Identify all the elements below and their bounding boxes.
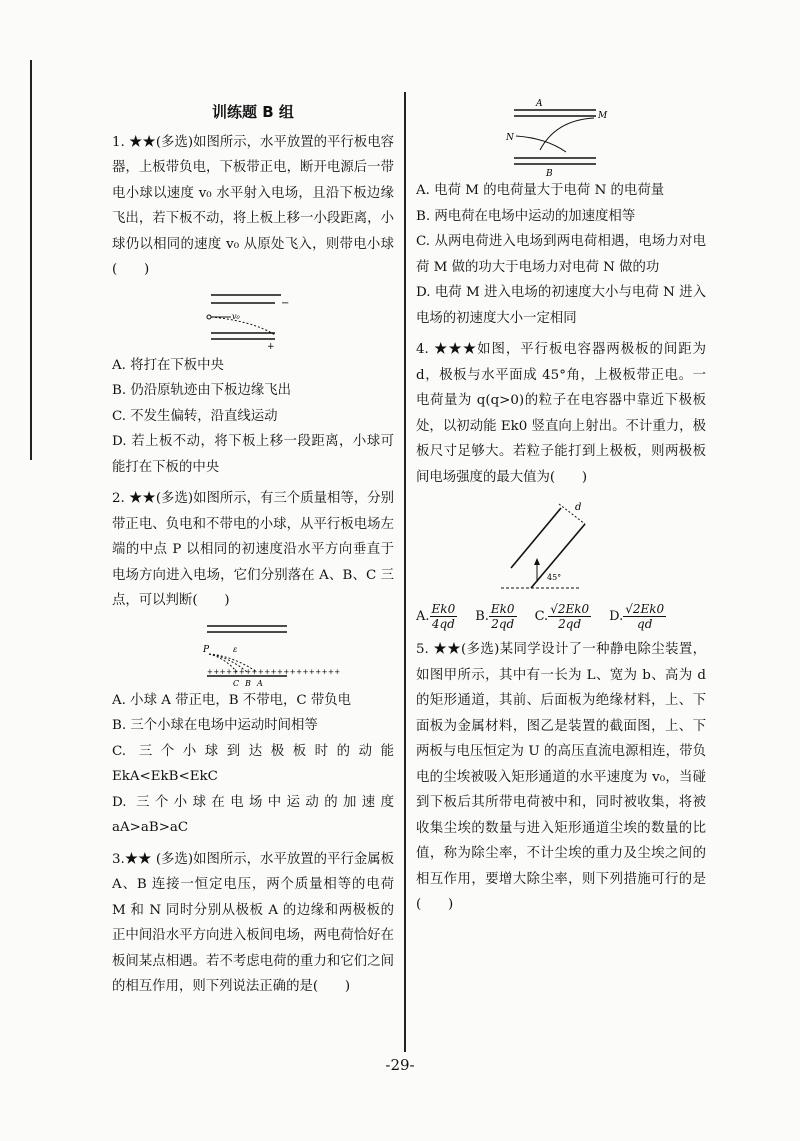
q3-option-d: D. 电荷 M 进入电场的初速度大小与电荷 N 进入电场的初速度大小一定相同 xyxy=(416,285,706,326)
q4-option-d: D. $\frac{√2Ek0}{qd}$ xyxy=(609,602,665,631)
q2-option-c: C. 三个小球到达极板时的动能 EkA<EkB<EkC xyxy=(112,743,394,784)
q2-eps-label: ε xyxy=(233,644,238,654)
q4-angle-label: 45° xyxy=(547,573,562,582)
q1-figure xyxy=(203,289,303,353)
q1-v0-label: v₀ xyxy=(232,311,240,321)
q3-option-c: C. 从两电荷进入电场到两电荷相遇，电场力对电荷 M 做的功大于电场力对电荷 N 做的功 xyxy=(416,234,706,275)
q3-charge-m: M xyxy=(598,111,608,121)
left-binding-line xyxy=(30,60,32,460)
svg-text:+++++++++++++++++++++: +++++++++++++++++++++ xyxy=(207,667,341,676)
q3-plate-a: A xyxy=(536,99,543,109)
q3-charge-n: N xyxy=(506,133,514,143)
q1-plus-label: + xyxy=(267,341,275,352)
q1-option-c: C. 不发生偏转，沿直线运动 xyxy=(112,408,278,424)
question-4-text: 4. ★★★如图，平行板电容器两极板的间距为 d，极板与水平面成 45°角，上极板带正电。一电荷量为 q(q>0)的粒子在电容器中靠近下极板处，以初动能 Ek0 竖直向上射出。不计重力，极板尺寸足够大。若粒子能打到上极板，则两极板间电场强度的最大值为( ) xyxy=(416,342,706,485)
q2-option-d: D. 三个小球在电场中运动的加速度 aA>aB>aC xyxy=(112,794,394,835)
question-3-text: 3.★★ (多选)如图所示，水平放置的平行金属板 A、B 连接一恒定电压，两个质量相等的电荷 M 和 N 同时分别从极板 A 的边缘和两极板的正中间沿水平方向进入板间电场，两电荷恰好在板间某点相遇。若不考虑电荷的重力和它们之间的相互作用，则下列说法正确的是( ) xyxy=(112,851,394,994)
q3-option-b: B. 两电荷在电场中运动的加速度相等 xyxy=(416,208,636,224)
question-2-text: 2. ★★(多选)如图所示，有三个质量相等，分别带正电、负电和不带电的小球，从平行板电场左端的中点 P 以相同的初速度沿水平方向垂直于电场方向进入电场，它们分别落在 A、B、C 三点，可以判断( ) xyxy=(112,491,394,608)
q2-point-b: B xyxy=(245,678,251,688)
q1-option-d: D. 若上板不动，将下板上移一段距离，小球可能打在下板的中央 xyxy=(112,434,394,475)
svg-text:−: − xyxy=(281,297,290,309)
q2-point-c: C xyxy=(233,678,240,688)
left-column xyxy=(112,100,394,1000)
q2-option-b: B. 三个小球在电场中运动时间相等 xyxy=(112,718,318,733)
q4-option-b: B. $\frac{Ek0}{2qd}$ xyxy=(475,602,515,631)
q2-point-p: P xyxy=(203,644,210,655)
q2-figure xyxy=(203,622,341,688)
q3-plate-b: B xyxy=(546,169,553,179)
q3-option-a: A. 电荷 M 的电荷量大于电荷 N 的电荷量 xyxy=(416,183,665,198)
question-1-text: 1. ★★(多选)如图所示，水平放置的平行板电容器，上板带负电，下板带正电，断开电源后一带电小球以速度 v₀ 水平射入电场，且沿下板边缘飞出，若下板不动，将上板上移一小段距离，小球仍以相同的速度 v₀ 从原处飞入，则带电小球( ) xyxy=(112,134,394,277)
q2-point-a: A xyxy=(257,678,263,688)
q3-figure xyxy=(506,96,616,178)
q1-option-b: B. 仍沿原轨迹由下板边缘飞出 xyxy=(112,383,292,398)
section-heading: 训练题 B 组 xyxy=(212,103,294,121)
q4-figure xyxy=(501,496,621,596)
q4-option-c: C. $\frac{√2Ek0}{2qd}$ xyxy=(534,602,590,631)
column-divider xyxy=(404,92,406,1052)
question-5-text: 5. ★★(多选)某同学设计了一种静电除尘装置，如图甲所示，其中有一长为 L、宽为 b、高为 d 的矩形通道，其前、后面板为绝缘材料，上、下面板为金属材料，图乙是装置的截面图，上、下两板与电压恒定为 U 的高压直流电源相连，带负电的尘埃被吸入矩形通道的水平速度为 v₀，当碰到下板后其所带电荷被中和，同时被收集，将被收集尘埃的数量与进入矩形通道尘埃的数量的比值，称为除尘率，不计尘埃的重力及尘埃之间的相互作用，要增大除尘率，则下列措施可行的是( ) xyxy=(416,642,706,912)
q2-option-a: A. 小球 A 带正电，B 不带电，C 带负电 xyxy=(112,692,352,708)
q4-option-a: A. $\frac{Ek0}{4qd}$ xyxy=(416,602,456,631)
right-column xyxy=(416,96,706,918)
page-number: -29- xyxy=(385,1056,415,1074)
q4-d-label: d xyxy=(575,502,582,513)
q4-options xyxy=(416,602,706,631)
q1-option-a: A. 将打在下板中央 xyxy=(112,357,224,373)
